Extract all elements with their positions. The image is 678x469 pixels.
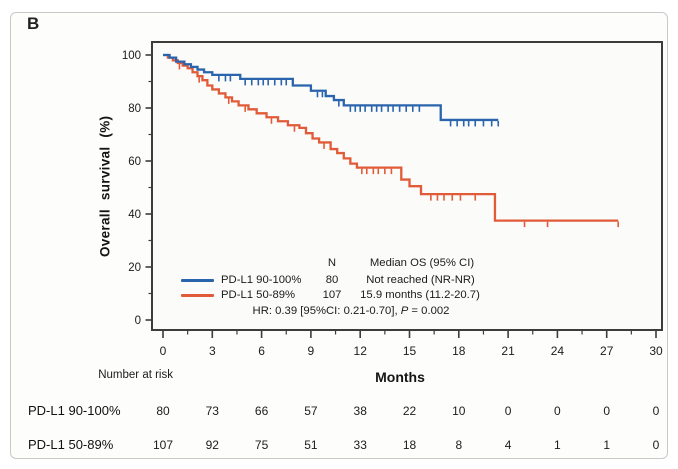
risk-count: 0 bbox=[603, 404, 611, 418]
legend-hr-line bbox=[215, 305, 487, 317]
x-tick-label: 6 bbox=[258, 344, 265, 358]
risk-count: 0 bbox=[554, 404, 561, 418]
risk-count: 107 bbox=[152, 438, 174, 452]
x-tick-label: 24 bbox=[550, 344, 565, 358]
risk-count: 51 bbox=[304, 438, 318, 452]
risk-count: 38 bbox=[353, 404, 367, 418]
y-tick-label: 60 bbox=[128, 156, 141, 168]
risk-count: 8 bbox=[455, 438, 463, 452]
risk-count: 75 bbox=[254, 438, 269, 452]
risk-count: 0 bbox=[504, 404, 512, 418]
y-tick-label: 0 bbox=[134, 315, 141, 327]
x-tick-label: 27 bbox=[600, 344, 614, 358]
plot-frame bbox=[152, 42, 662, 330]
risk-count: 1 bbox=[554, 438, 561, 452]
y-tick-label: 40 bbox=[128, 209, 141, 221]
y-tick-label: 20 bbox=[128, 262, 141, 274]
legend-swatch-pdl1-50-89 bbox=[181, 294, 214, 297]
risk-count: 0 bbox=[652, 404, 660, 418]
legend-median-pdl1-90-100: Not reached (NR-NR) bbox=[366, 274, 475, 286]
risk-row-label-pdl1-90-100: PD-L1 90-100% bbox=[28, 403, 121, 418]
risk-count: 10 bbox=[452, 404, 466, 418]
legend-median-pdl1-50-89: 15.9 months (11.2-20.7) bbox=[360, 289, 480, 301]
legend-header-n: N bbox=[327, 257, 337, 269]
risk-count: 22 bbox=[402, 404, 417, 418]
y-tick-label: 80 bbox=[128, 103, 141, 115]
x-axis-label: Months bbox=[375, 369, 425, 385]
risk-count: 4 bbox=[504, 438, 512, 452]
x-tick-label: 9 bbox=[307, 344, 315, 358]
p-value: = 0.002 bbox=[408, 305, 450, 317]
legend-swatch-pdl1-90-100 bbox=[181, 279, 214, 282]
risk-count: 1 bbox=[603, 438, 611, 452]
number-at-risk-title: Number at risk bbox=[98, 369, 173, 381]
hr-text: HR: 0.39 [95%CI: 0.21-0.70], bbox=[252, 305, 401, 317]
x-tick-label: 30 bbox=[649, 344, 663, 358]
panel-label: B bbox=[27, 14, 40, 33]
x-tick-label: 3 bbox=[208, 344, 216, 358]
p-label: P bbox=[400, 305, 409, 317]
legend-n-pdl1-90-100: 80 bbox=[325, 274, 339, 286]
legend-label-pdl1-50-89: PD-L1 50-89% bbox=[221, 289, 296, 301]
risk-count: 57 bbox=[304, 404, 318, 418]
y-tick-label: 100 bbox=[121, 50, 141, 62]
x-tick-label: 12 bbox=[353, 344, 367, 358]
y-axis-label: Overall survival (%) bbox=[97, 115, 113, 257]
risk-count: 80 bbox=[156, 404, 170, 418]
x-tick-label: 18 bbox=[452, 344, 466, 358]
legend-label-pdl1-90-100: PD-L1 90-100% bbox=[221, 274, 302, 286]
x-tick-label: 21 bbox=[501, 344, 515, 358]
risk-count: 33 bbox=[353, 438, 367, 452]
risk-row-label-pdl1-50-89: PD-L1 50-89% bbox=[28, 437, 114, 452]
legend-n-pdl1-50-89: 107 bbox=[322, 289, 342, 301]
x-tick-label: 15 bbox=[402, 344, 417, 358]
x-tick-label: 0 bbox=[159, 344, 167, 358]
risk-count: 92 bbox=[205, 438, 219, 452]
risk-count: 0 bbox=[652, 438, 660, 452]
legend-header-median: Median OS (95% CI) bbox=[369, 257, 475, 269]
risk-count: 66 bbox=[254, 404, 269, 418]
risk-count: 18 bbox=[402, 438, 417, 452]
risk-count: 73 bbox=[205, 404, 219, 418]
